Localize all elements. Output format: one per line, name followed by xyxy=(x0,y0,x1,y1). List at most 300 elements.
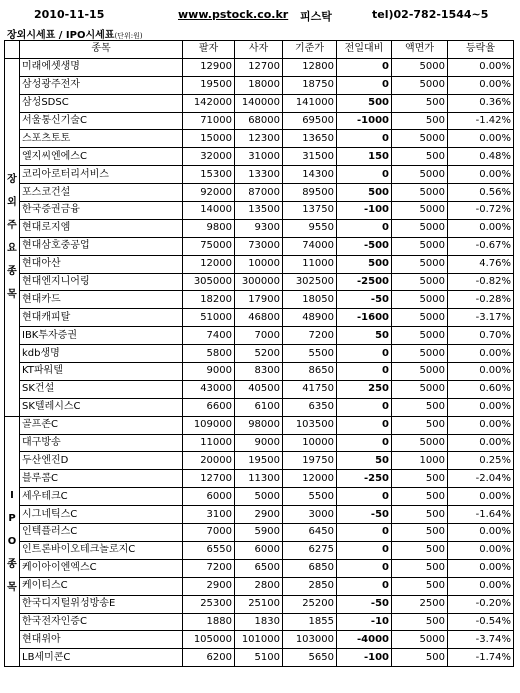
cell-buy-price: 87000 xyxy=(235,184,283,202)
cell-base-price: 13750 xyxy=(283,202,337,220)
cell-stock-name: 현대엔지니어링 xyxy=(20,273,183,291)
table-row xyxy=(5,291,514,309)
cell-stock-name: 대구방송 xyxy=(20,434,183,452)
cell-base-price: 6850 xyxy=(283,559,337,577)
table-header-row xyxy=(5,41,514,59)
cell-stock-name: 현대캐피탈 xyxy=(20,309,183,327)
cell-buy-price: 140000 xyxy=(235,94,283,112)
column-header-change-rate: 등락율 xyxy=(448,41,514,59)
cell-base-price: 12800 xyxy=(283,58,337,76)
cell-change-rate: 0.00% xyxy=(448,76,514,94)
table-row xyxy=(5,380,514,398)
cell-base-price: 18050 xyxy=(283,291,337,309)
cell-stock-name: 블루콤C xyxy=(20,470,183,488)
cell-change: 0 xyxy=(337,577,392,595)
cell-base-price: 69500 xyxy=(283,112,337,130)
cell-par-value: 5000 xyxy=(392,202,448,220)
column-header-base-price: 기준가 xyxy=(283,41,337,59)
cell-sell-price: 32000 xyxy=(183,148,235,166)
cell-sell-price: 43000 xyxy=(183,380,235,398)
cell-buy-price: 46800 xyxy=(235,309,283,327)
cell-change-rate: 0.00% xyxy=(448,345,514,363)
cell-stock-name: 엘지씨엔에스C xyxy=(20,148,183,166)
cell-change: 0 xyxy=(337,219,392,237)
cell-change-rate: -3.74% xyxy=(448,631,514,649)
cell-sell-price: 6550 xyxy=(183,541,235,559)
cell-stock-name: 삼성SDSC xyxy=(20,94,183,112)
cell-stock-name: 한국전자인증C xyxy=(20,613,183,631)
table-row xyxy=(5,363,514,381)
cell-change-rate: 0.00% xyxy=(448,416,514,434)
cell-base-price: 18750 xyxy=(283,76,337,94)
cell-base-price: 7200 xyxy=(283,327,337,345)
cell-base-price: 6350 xyxy=(283,398,337,416)
cell-change: 500 xyxy=(337,94,392,112)
cell-sell-price: 5800 xyxy=(183,345,235,363)
cell-change-rate: 0.70% xyxy=(448,327,514,345)
cell-change: 0 xyxy=(337,416,392,434)
cell-stock-name: 현대삼호중공업 xyxy=(20,237,183,255)
page-subtitle xyxy=(7,26,143,41)
cell-stock-name: LB세미콘C xyxy=(20,649,183,667)
cell-buy-price: 19500 xyxy=(235,452,283,470)
cell-par-value: 500 xyxy=(392,506,448,524)
cell-par-value: 500 xyxy=(392,559,448,577)
report-date: 2010-11-15 xyxy=(34,8,105,21)
cell-stock-name: 스포츠토토 xyxy=(20,130,183,148)
cell-change-rate: 0.00% xyxy=(448,488,514,506)
cell-change: 0 xyxy=(337,130,392,148)
cell-change-rate: 4.76% xyxy=(448,255,514,273)
cell-change-rate: 0.00% xyxy=(448,559,514,577)
cell-change: 500 xyxy=(337,255,392,273)
table-row xyxy=(5,130,514,148)
cell-sell-price: 109000 xyxy=(183,416,235,434)
cell-buy-price: 6500 xyxy=(235,559,283,577)
cell-sell-price: 19500 xyxy=(183,76,235,94)
cell-stock-name: KT파워텔 xyxy=(20,363,183,381)
cell-change: 0 xyxy=(337,345,392,363)
cell-par-value: 500 xyxy=(392,398,448,416)
cell-sell-price: 9800 xyxy=(183,219,235,237)
corner-cell xyxy=(5,41,20,59)
cell-par-value: 5000 xyxy=(392,309,448,327)
cell-sell-price: 11000 xyxy=(183,434,235,452)
cell-change: 0 xyxy=(337,488,392,506)
cell-change: 0 xyxy=(337,559,392,577)
section-label-char: 목 xyxy=(7,581,17,593)
section-label-char: I xyxy=(10,489,14,501)
cell-change-rate: -3.17% xyxy=(448,309,514,327)
cell-base-price: 6450 xyxy=(283,524,337,542)
cell-stock-name: 서울통신기술C xyxy=(20,112,183,130)
cell-buy-price: 1830 xyxy=(235,613,283,631)
cell-par-value: 5000 xyxy=(392,291,448,309)
table-row xyxy=(5,559,514,577)
cell-base-price: 31500 xyxy=(283,148,337,166)
cell-change: 500 xyxy=(337,184,392,202)
table-row xyxy=(5,184,514,202)
cell-base-price: 3000 xyxy=(283,506,337,524)
cell-sell-price: 7400 xyxy=(183,327,235,345)
cell-change-rate: 0.25% xyxy=(448,452,514,470)
cell-sell-price: 25300 xyxy=(183,595,235,613)
cell-change-rate: -1.64% xyxy=(448,506,514,524)
section-label-char: O xyxy=(7,535,17,547)
cell-stock-name: 삼성광주전자 xyxy=(20,76,183,94)
cell-base-price: 48900 xyxy=(283,309,337,327)
cell-stock-name: IBK투자증권 xyxy=(20,327,183,345)
cell-buy-price: 25100 xyxy=(235,595,283,613)
cell-par-value: 5000 xyxy=(392,434,448,452)
cell-sell-price: 15000 xyxy=(183,130,235,148)
cell-change: -100 xyxy=(337,649,392,667)
cell-par-value: 5000 xyxy=(392,166,448,184)
section-label-char: 외 xyxy=(7,197,17,209)
cell-stock-name: 현대아산 xyxy=(20,255,183,273)
cell-sell-price: 7000 xyxy=(183,524,235,542)
cell-base-price: 1855 xyxy=(283,613,337,631)
cell-buy-price: 17900 xyxy=(235,291,283,309)
cell-sell-price: 142000 xyxy=(183,94,235,112)
cell-sell-price: 9000 xyxy=(183,363,235,381)
table-row xyxy=(5,541,514,559)
cell-stock-name: SK텔레시스C xyxy=(20,398,183,416)
cell-buy-price: 12700 xyxy=(235,58,283,76)
cell-sell-price: 71000 xyxy=(183,112,235,130)
cell-base-price: 13650 xyxy=(283,130,337,148)
cell-change: 250 xyxy=(337,380,392,398)
cell-par-value: 5000 xyxy=(392,237,448,255)
cell-buy-price: 98000 xyxy=(235,416,283,434)
cell-sell-price: 15300 xyxy=(183,166,235,184)
table-row xyxy=(5,327,514,345)
table-row xyxy=(5,595,514,613)
phone-number: tel)02-782-1544~5 xyxy=(372,8,489,21)
table-row xyxy=(5,506,514,524)
price-table xyxy=(4,40,514,667)
cell-sell-price: 6200 xyxy=(183,649,235,667)
cell-stock-name: 세우테크C xyxy=(20,488,183,506)
cell-sell-price: 3100 xyxy=(183,506,235,524)
cell-sell-price: 2900 xyxy=(183,577,235,595)
cell-change: -50 xyxy=(337,595,392,613)
table-row xyxy=(5,76,514,94)
cell-change: 0 xyxy=(337,166,392,184)
cell-base-price: 103500 xyxy=(283,416,337,434)
cell-par-value: 5000 xyxy=(392,327,448,345)
cell-sell-price: 12700 xyxy=(183,470,235,488)
table-row xyxy=(5,166,514,184)
cell-par-value: 5000 xyxy=(392,58,448,76)
cell-sell-price: 305000 xyxy=(183,273,235,291)
cell-change: 0 xyxy=(337,76,392,94)
table-row xyxy=(5,577,514,595)
cell-stock-name: SK건설 xyxy=(20,380,183,398)
cell-change: 50 xyxy=(337,327,392,345)
cell-change-rate: -0.54% xyxy=(448,613,514,631)
cell-base-price: 25200 xyxy=(283,595,337,613)
cell-buy-price: 31000 xyxy=(235,148,283,166)
cell-change-rate: -1.74% xyxy=(448,649,514,667)
cell-par-value: 5000 xyxy=(392,184,448,202)
cell-change-rate: 0.00% xyxy=(448,541,514,559)
table-row xyxy=(5,434,514,452)
cell-buy-price: 13500 xyxy=(235,202,283,220)
cell-buy-price: 13300 xyxy=(235,166,283,184)
table-row xyxy=(5,309,514,327)
cell-par-value: 1000 xyxy=(392,452,448,470)
table-row xyxy=(5,94,514,112)
section-label xyxy=(5,416,20,666)
cell-buy-price: 8300 xyxy=(235,363,283,381)
cell-change: 0 xyxy=(337,58,392,76)
cell-stock-name: 시그네틱스C xyxy=(20,506,183,524)
cell-change-rate: 0.48% xyxy=(448,148,514,166)
cell-stock-name: 현대카드 xyxy=(20,291,183,309)
cell-par-value: 5000 xyxy=(392,255,448,273)
table-row xyxy=(5,470,514,488)
cell-base-price: 14300 xyxy=(283,166,337,184)
cell-change: 0 xyxy=(337,398,392,416)
cell-buy-price: 40500 xyxy=(235,380,283,398)
cell-buy-price: 18000 xyxy=(235,76,283,94)
cell-sell-price: 14000 xyxy=(183,202,235,220)
cell-change-rate: 0.00% xyxy=(448,434,514,452)
cell-sell-price: 18200 xyxy=(183,291,235,309)
cell-base-price: 5650 xyxy=(283,649,337,667)
cell-stock-name: 골프존C xyxy=(20,416,183,434)
cell-buy-price: 68000 xyxy=(235,112,283,130)
section-label xyxy=(5,58,20,416)
cell-base-price: 74000 xyxy=(283,237,337,255)
cell-par-value: 500 xyxy=(392,94,448,112)
cell-buy-price: 2800 xyxy=(235,577,283,595)
table-row xyxy=(5,452,514,470)
cell-sell-price: 12000 xyxy=(183,255,235,273)
cell-base-price: 5500 xyxy=(283,345,337,363)
cell-change-rate: 0.00% xyxy=(448,398,514,416)
cell-buy-price: 7000 xyxy=(235,327,283,345)
cell-change: 0 xyxy=(337,541,392,559)
cell-par-value: 500 xyxy=(392,112,448,130)
cell-change-rate: 0.00% xyxy=(448,577,514,595)
table-row xyxy=(5,255,514,273)
cell-change: -1600 xyxy=(337,309,392,327)
column-header-buy-price: 사자 xyxy=(235,41,283,59)
table-row xyxy=(5,613,514,631)
section-label-char: 종 xyxy=(7,266,17,278)
subtitle-text: 장외시세표 / IPO시세표 xyxy=(7,30,115,41)
cell-stock-name: 케이아이엔엑스C xyxy=(20,559,183,577)
cell-stock-name: 코리아로터리서비스 xyxy=(20,166,183,184)
cell-buy-price: 6000 xyxy=(235,541,283,559)
section-label-char: 주 xyxy=(7,220,17,232)
cell-par-value: 5000 xyxy=(392,76,448,94)
cell-buy-price: 5200 xyxy=(235,345,283,363)
table-row xyxy=(5,237,514,255)
cell-stock-name: 인트론바이오테크놀로지C xyxy=(20,541,183,559)
cell-stock-name: 두산엔진D xyxy=(20,452,183,470)
cell-buy-price: 300000 xyxy=(235,273,283,291)
cell-sell-price: 92000 xyxy=(183,184,235,202)
cell-change-rate: -0.28% xyxy=(448,291,514,309)
cell-buy-price: 73000 xyxy=(235,237,283,255)
cell-change: -100 xyxy=(337,202,392,220)
cell-stock-name: 현대위아 xyxy=(20,631,183,649)
cell-change-rate: 0.00% xyxy=(448,130,514,148)
cell-change: -50 xyxy=(337,506,392,524)
cell-base-price: 9550 xyxy=(283,219,337,237)
cell-change: -2500 xyxy=(337,273,392,291)
cell-sell-price: 51000 xyxy=(183,309,235,327)
column-header-sell-price: 팔자 xyxy=(183,41,235,59)
table-row xyxy=(5,488,514,506)
cell-change: 0 xyxy=(337,434,392,452)
cell-base-price: 8650 xyxy=(283,363,337,381)
table-row xyxy=(5,398,514,416)
cell-sell-price: 6600 xyxy=(183,398,235,416)
section-label-char: P xyxy=(8,512,16,524)
cell-par-value: 500 xyxy=(392,613,448,631)
cell-change-rate: -0.67% xyxy=(448,237,514,255)
cell-base-price: 19750 xyxy=(283,452,337,470)
cell-par-value: 5000 xyxy=(392,273,448,291)
cell-change: -250 xyxy=(337,470,392,488)
cell-change: -500 xyxy=(337,237,392,255)
section-label-char: 장 xyxy=(7,174,17,186)
cell-base-price: 6275 xyxy=(283,541,337,559)
cell-base-price: 12000 xyxy=(283,470,337,488)
table-row xyxy=(5,112,514,130)
cell-stock-name: 케이티스C xyxy=(20,577,183,595)
table-row xyxy=(5,524,514,542)
cell-change-rate: -0.82% xyxy=(448,273,514,291)
cell-buy-price: 12300 xyxy=(235,130,283,148)
cell-base-price: 103000 xyxy=(283,631,337,649)
cell-par-value: 5000 xyxy=(392,130,448,148)
cell-par-value: 5000 xyxy=(392,380,448,398)
cell-change: -10 xyxy=(337,613,392,631)
cell-sell-price: 7200 xyxy=(183,559,235,577)
cell-change: -1000 xyxy=(337,112,392,130)
cell-change-rate: 0.56% xyxy=(448,184,514,202)
cell-buy-price: 9300 xyxy=(235,219,283,237)
cell-stock-name: 포스코건설 xyxy=(20,184,183,202)
cell-change-rate: 0.36% xyxy=(448,94,514,112)
cell-sell-price: 6000 xyxy=(183,488,235,506)
cell-buy-price: 6100 xyxy=(235,398,283,416)
table-row xyxy=(5,416,514,434)
cell-change: -50 xyxy=(337,291,392,309)
table-row xyxy=(5,273,514,291)
cell-change-rate: -0.20% xyxy=(448,595,514,613)
header-line xyxy=(0,8,520,22)
cell-base-price: 41750 xyxy=(283,380,337,398)
table-row xyxy=(5,148,514,166)
cell-par-value: 5000 xyxy=(392,219,448,237)
cell-par-value: 500 xyxy=(392,541,448,559)
cell-base-price: 11000 xyxy=(283,255,337,273)
cell-base-price: 89500 xyxy=(283,184,337,202)
cell-change: 0 xyxy=(337,524,392,542)
cell-buy-price: 101000 xyxy=(235,631,283,649)
cell-par-value: 5000 xyxy=(392,631,448,649)
section-label-char: 목 xyxy=(7,289,17,301)
table-row xyxy=(5,649,514,667)
cell-buy-price: 5000 xyxy=(235,488,283,506)
cell-sell-price: 12900 xyxy=(183,58,235,76)
cell-change-rate: 0.00% xyxy=(448,219,514,237)
cell-change: 150 xyxy=(337,148,392,166)
cell-stock-name: 인텍플러스C xyxy=(20,524,183,542)
cell-par-value: 500 xyxy=(392,649,448,667)
cell-par-value: 500 xyxy=(392,470,448,488)
cell-stock-name: 한국디지털위성방송E xyxy=(20,595,183,613)
cell-par-value: 500 xyxy=(392,524,448,542)
cell-stock-name: 현대로지엠 xyxy=(20,219,183,237)
cell-sell-price: 20000 xyxy=(183,452,235,470)
cell-change-rate: 0.00% xyxy=(448,166,514,184)
cell-base-price: 5500 xyxy=(283,488,337,506)
cell-par-value: 2500 xyxy=(392,595,448,613)
cell-change-rate: -1.42% xyxy=(448,112,514,130)
cell-change-rate: 0.60% xyxy=(448,380,514,398)
cell-par-value: 5000 xyxy=(392,345,448,363)
cell-stock-name: 한국증권금융 xyxy=(20,202,183,220)
site-link[interactable]: www.pstock.co.kr xyxy=(178,8,289,21)
cell-change-rate: -0.72% xyxy=(448,202,514,220)
table-row xyxy=(5,631,514,649)
cell-change: -4000 xyxy=(337,631,392,649)
cell-change: 0 xyxy=(337,363,392,381)
cell-par-value: 500 xyxy=(392,148,448,166)
table-row xyxy=(5,202,514,220)
table-row xyxy=(5,219,514,237)
cell-buy-price: 5900 xyxy=(235,524,283,542)
table-row xyxy=(5,58,514,76)
cell-change: 50 xyxy=(337,452,392,470)
cell-par-value: 500 xyxy=(392,577,448,595)
cell-change-rate: 0.00% xyxy=(448,58,514,76)
cell-buy-price: 5100 xyxy=(235,649,283,667)
cell-sell-price: 1880 xyxy=(183,613,235,631)
cell-base-price: 2850 xyxy=(283,577,337,595)
cell-base-price: 141000 xyxy=(283,94,337,112)
cell-change-rate: 0.00% xyxy=(448,363,514,381)
section-label-char: 요 xyxy=(7,243,17,255)
cell-buy-price: 11300 xyxy=(235,470,283,488)
cell-buy-price: 2900 xyxy=(235,506,283,524)
cell-base-price: 302500 xyxy=(283,273,337,291)
cell-par-value: 500 xyxy=(392,488,448,506)
column-header-par-value: 액면가 xyxy=(392,41,448,59)
cell-stock-name: kdb생명 xyxy=(20,345,183,363)
cell-sell-price: 75000 xyxy=(183,237,235,255)
column-header-change: 전일대비 xyxy=(337,41,392,59)
brand-name: 피스탁 xyxy=(300,10,332,23)
cell-stock-name: 미래에셋생명 xyxy=(20,58,183,76)
cell-change-rate: 0.00% xyxy=(448,524,514,542)
section-label-char: 종 xyxy=(7,558,17,570)
cell-change-rate: -2.04% xyxy=(448,470,514,488)
table-row xyxy=(5,345,514,363)
cell-par-value: 5000 xyxy=(392,363,448,381)
unit-note: (단위:원) xyxy=(114,32,143,40)
cell-sell-price: 105000 xyxy=(183,631,235,649)
cell-par-value: 500 xyxy=(392,416,448,434)
cell-buy-price: 9000 xyxy=(235,434,283,452)
